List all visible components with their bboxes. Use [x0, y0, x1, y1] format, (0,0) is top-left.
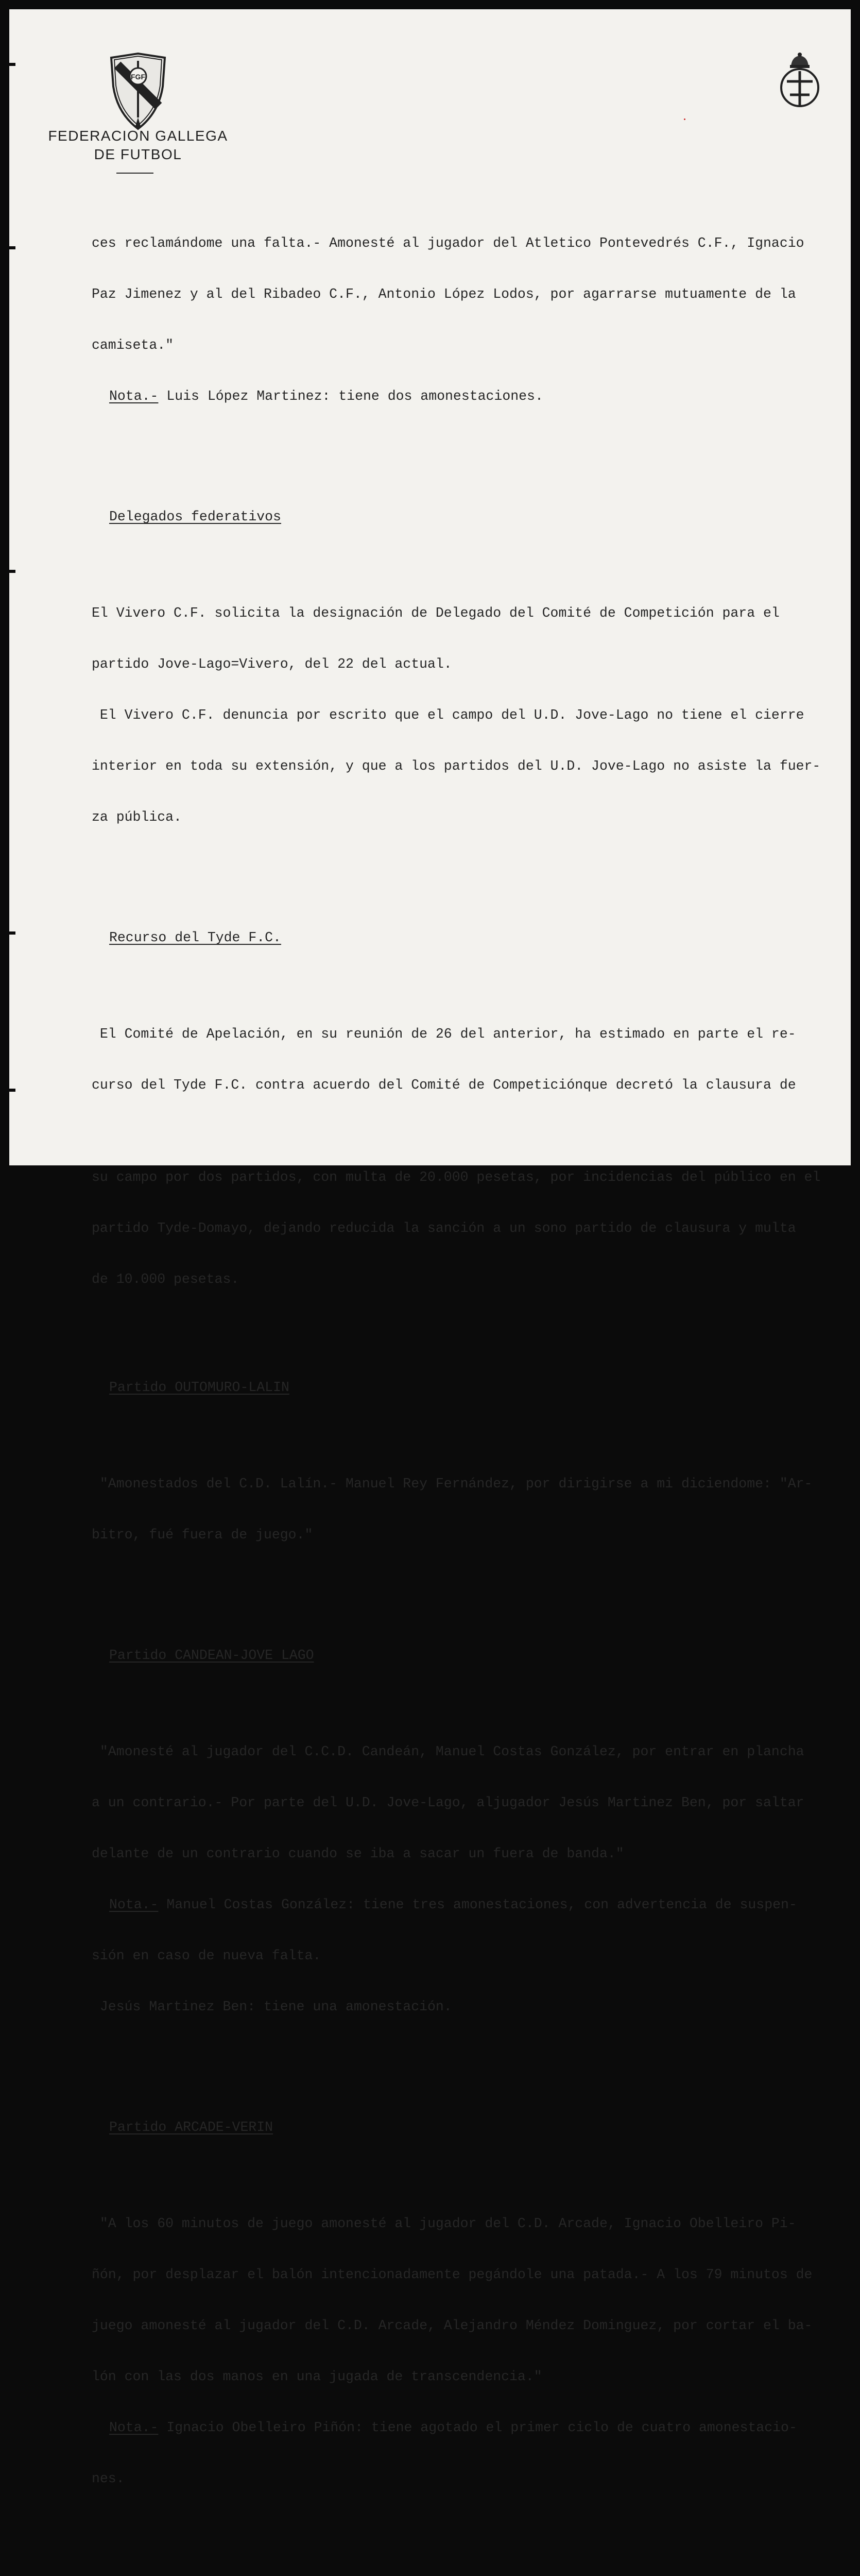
federation-shield-logo — [107, 50, 169, 133]
note-line — [92, 2419, 859, 2436]
binder-hole-mark — [0, 246, 15, 249]
text-line: sión en caso de nueva falta. — [92, 1948, 321, 1963]
text-line: El Comité de Apelación, en su reunión de 26 del anterior, ha estimado en parte el re- — [92, 1026, 796, 1042]
logo-left-text: FGF — [131, 73, 145, 81]
document-body — [92, 201, 859, 2576]
text-line: partido Jove-Lago=Vivero, del 22 del actual. — [92, 656, 452, 672]
text-line: ñón, por desplazar el balón intencionadamente pegándole una patada.- A los 79 minutos de — [92, 2267, 813, 2282]
text-line: a un contrario.- Por parte del U.D. Jove-Lago, aljugador Jesús Martinez Ben, por saltar — [92, 1795, 804, 1810]
ink-dot — [684, 118, 685, 120]
text-line: za pública. — [92, 809, 182, 825]
note-text: Ignacio Obelleiro Piñón: tiene agotado el primer ciclo de cuatro amonestacio- — [158, 2420, 797, 2435]
text-line: juego amonesté al jugador del C.D. Arcade, Alejandro Méndez Dominguez, por cortar el ba- — [92, 2318, 813, 2333]
text-line: Jesús Martinez Ben: tiene una amonestación. — [92, 1999, 452, 2014]
org-line-2: DE FUTBOL — [94, 146, 182, 162]
rfef-crest-logo — [777, 50, 823, 117]
text-line: interior en toda su extensión, y que a los partidos del U.D. Jove-Lago no asiste la fuer- — [92, 758, 821, 774]
org-underline — [116, 173, 153, 174]
text-line: de 10.000 pesetas. — [92, 1272, 239, 1287]
text-line: "A los 60 minutos de juego amonesté al jugador del C.D. Arcade, Ignacio Obelleiro Pi- — [92, 2216, 796, 2231]
organization-name — [30, 127, 246, 164]
note-text: Luis López Martinez: tiene dos amonestaciones. — [158, 388, 543, 404]
note-line — [92, 388, 859, 405]
section-heading: Delegados federativos — [109, 509, 281, 524]
binder-hole-mark — [0, 931, 15, 935]
section-heading: Partido ARCADE-VERIN — [109, 2120, 273, 2135]
text-line: Paz Jimenez y al del Ribadeo C.F., Antonio López Lodos, por agarrarse mutuamente de la — [92, 286, 796, 302]
note-line — [92, 1896, 859, 1913]
text-line: nes. — [92, 2471, 125, 2486]
text-line: camiseta." — [92, 337, 174, 353]
note-label: Nota.- — [109, 1897, 159, 1912]
text-line: lón con las dos manos en una jugada de transcendencia." — [92, 2369, 542, 2384]
text-line: partido Tyde-Domayo, dejando reducida la sanción a un sono partido de clausura y multa — [92, 1221, 796, 1236]
org-line-1: FEDERACION GALLEGA — [48, 128, 228, 144]
note-text: Manuel Costas González: tiene tres amonestaciones, con advertencia de suspen- — [158, 1897, 797, 1912]
text-line: curso del Tyde F.C. contra acuerdo del Comité de Competiciónque decretó la clausura de — [92, 1077, 796, 1093]
note-label: Nota.- — [109, 2420, 159, 2435]
text-line: delante de un contrario cuando se iba a sacar un fuera de banda." — [92, 1846, 624, 1861]
binder-hole-mark — [0, 1089, 15, 1092]
note-label: Nota.- — [109, 388, 159, 404]
text-line: El Vivero C.F. solicita la designación de Delegado del Comité de Competición para el — [92, 605, 780, 621]
text-line: "Amonestados del C.D. Lalín.- Manuel Rey Fernández, por dirigirse a mi diciendome: "Ar- — [92, 1476, 813, 1492]
text-line: su campo por dos partidos, con multa de 20.000 pesetas, por incidencias del público en el — [92, 1170, 821, 1185]
binder-hole-mark — [0, 63, 15, 66]
text-line: ces reclamándome una falta.- Amonesté al jugador del Atletico Pontevedrés C.F., Ignacio — [92, 235, 804, 251]
section-heading: Recurso del Tyde F.C. — [109, 930, 281, 945]
section-heading: Partido OUTOMURO-LALIN — [109, 1380, 289, 1395]
section-heading: Partido CANDEAN-JOVE LAGO — [109, 1648, 314, 1663]
binder-hole-mark — [0, 570, 15, 573]
document-page — [9, 9, 851, 2486]
text-line: bitro, fué fuera de juego." — [92, 1527, 313, 1543]
text-line: El Vivero C.F. denuncia por escrito que el campo del U.D. Jove-Lago no tiene el cierre — [92, 707, 804, 723]
text-line: "Amonesté al jugador del C.C.D. Candeán, Manuel Costas González, por entrar en plancha — [92, 1744, 804, 1759]
